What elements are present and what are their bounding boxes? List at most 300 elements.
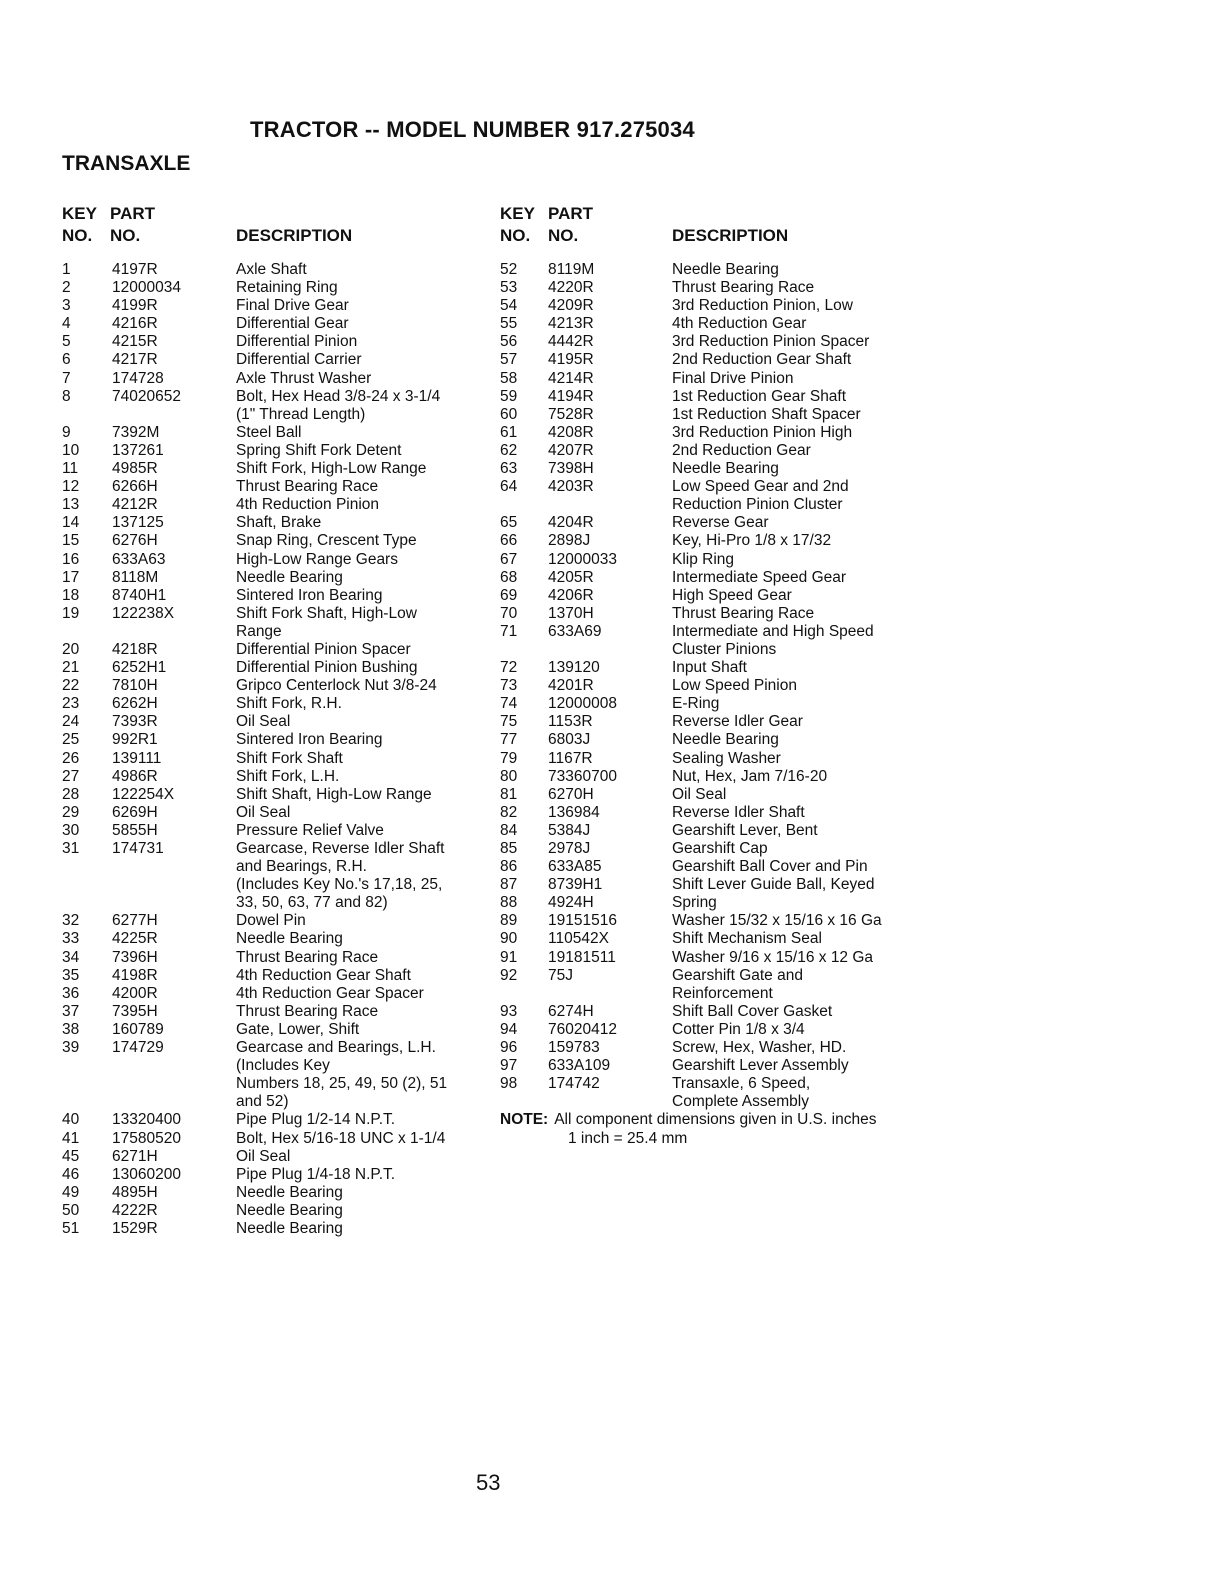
part-no: 110542X [548,930,609,948]
description: Thrust Bearing Race [672,279,815,297]
table-row [500,1075,920,1093]
key-no: 62 [500,441,518,459]
key-no [62,858,112,876]
description: Oil Seal [236,803,291,821]
key-no: 72 [500,659,518,677]
key-no: 84 [500,821,518,839]
description: (Includes Key No.'s 17,18, 25, [236,876,443,894]
description: Differential Pinion Bushing [236,659,418,677]
description: Washer 15/32 x 15/16 x 16 Ga [672,912,882,930]
key-no: 89 [500,912,518,930]
key-no: 1 [62,261,71,278]
table-row [500,750,920,768]
part-no: 4194R [548,387,594,405]
table-row [500,388,920,406]
description: Shift Fork Shaft [236,749,343,767]
part-no: 1370H [548,604,594,622]
table-row [62,1184,482,1202]
description: Bolt, Hex 5/16-18 UNC x 1-1/4 [236,1129,446,1147]
table-row [62,1148,482,1166]
table-row [500,333,920,351]
part-no: 633A69 [548,622,602,640]
description: 4th Reduction Gear Shaft [236,966,411,984]
table-row [500,569,920,587]
key-no: 97 [500,1057,518,1075]
part-no: 6803J [548,731,591,749]
part-no: 4924H [548,894,594,912]
key-no: 18 [62,586,80,604]
table-row [500,731,920,749]
description: Klip Ring [672,550,735,568]
description: Reinforcement [672,984,773,1002]
table-row [62,840,482,858]
table-row [62,641,482,659]
part-no: 4204R [548,514,594,532]
description: 3rd Reduction Pinion High [672,423,853,441]
key-no: 4 [62,315,71,333]
key-no: 12 [62,478,80,496]
description: Snap Ring, Crescent Type [236,532,417,550]
description: Needle Bearing [672,261,779,278]
header-description: DESCRIPTION [672,226,789,245]
description: Reverse Idler Shaft [672,803,805,821]
key-no: 82 [500,803,518,821]
part-no: 5855H [112,821,158,839]
part-no: 2978J [548,840,591,857]
key-no: 34 [62,948,80,966]
table-row [500,1039,920,1057]
part-no: 7810H [112,677,158,695]
key-no: 2 [62,279,71,297]
parts-table-right [500,204,920,1147]
description: Bolt, Hex Head 3/8-24 x 3-1/4 [236,387,441,405]
part-no: 7396H [112,948,158,966]
key-no: 52 [500,261,518,278]
key-no: 36 [62,984,80,1002]
description: Washer 9/16 x 15/16 x 12 Ga [672,948,874,966]
part-no: 4986R [112,767,158,785]
table-row [500,315,920,333]
key-no: 60 [500,405,518,423]
description: Input Shaft [672,659,747,677]
key-no: 32 [62,912,80,930]
description: 2nd Reduction Gear Shaft [672,351,852,369]
key-no: 6 [62,351,71,369]
parts-table-left [62,204,482,1237]
key-no: 73 [500,677,518,695]
description: Gearcase, Reverse Idler Shaft [236,840,445,857]
part-no: 75J [548,966,573,984]
key-no: 16 [62,550,80,568]
table-row [62,261,482,279]
key-no [500,1093,548,1111]
part-no: 174742 [548,1075,600,1093]
part-no: 13060200 [112,1165,181,1183]
header-key-no: NO. [500,226,531,245]
description: Sintered Iron Bearing [236,731,383,749]
part-no [548,1093,672,1111]
description: Final Drive Pinion [672,369,794,387]
part-no: 13320400 [112,1111,181,1129]
part-no: 7398H [548,460,594,478]
part-no: 4203R [548,478,594,496]
key-no [62,1057,112,1075]
key-no: 58 [500,369,518,387]
table-row [500,949,920,967]
key-no: 38 [62,1020,80,1038]
description: 33, 50, 63, 77 and 82) [236,894,388,912]
part-no: 4209R [548,297,594,315]
header-key: KEY [500,204,535,223]
key-no: 94 [500,1020,518,1038]
description: Needle Bearing [672,731,779,749]
table-row [62,279,482,297]
key-no: 79 [500,749,518,767]
description: Shift Fork, L.H. [236,767,340,785]
part-no: 4218R [112,640,158,658]
description: Range [236,622,282,640]
part-no: 5384J [548,821,591,839]
description: Final Drive Gear [236,297,349,315]
part-no: 4214R [548,369,594,387]
description: Gearshift Ball Cover and Pin [672,858,868,876]
table-row [500,659,920,677]
page-title: TRACTOR -- MODEL NUMBER 917.275034 [250,117,695,142]
table-row [500,1093,920,1111]
part-no: 4200R [112,984,158,1002]
key-no: 86 [500,858,518,876]
key-no: 31 [62,840,80,857]
part-no: 19151516 [548,912,617,930]
key-no: 69 [500,586,518,604]
table-row [500,1057,920,1075]
key-no: 39 [62,1039,80,1057]
table-row [62,532,482,550]
key-no: 77 [500,731,518,749]
key-no: 22 [62,677,80,695]
description: 1st Reduction Shaft Spacer [672,405,861,423]
description: Sealing Washer [672,749,781,767]
key-no: 53 [500,279,518,297]
part-no: 1529R [112,1219,158,1237]
description: Pressure Relief Valve [236,821,384,839]
part-no [112,876,236,894]
table-row [62,876,482,894]
table-row [62,822,482,840]
table-row [500,786,920,804]
table-row [500,641,920,659]
key-no: 50 [62,1201,80,1219]
table-row [500,442,920,460]
part-no [112,623,236,641]
key-no: 93 [500,1002,518,1020]
part-no: 122254X [112,785,175,803]
description: Cluster Pinions [672,640,777,658]
table-header-right [500,204,920,248]
description: High-Low Range Gears [236,550,398,568]
key-no [62,1093,112,1111]
key-no: 61 [500,423,518,441]
table-row [500,1021,920,1039]
parts-list-left [62,261,482,1238]
description: Gearshift Lever Assembly [672,1057,849,1075]
table-row [500,460,920,478]
description: Thrust Bearing Race [672,604,815,622]
key-no [62,894,112,912]
description: Needle Bearing [236,1201,343,1219]
part-no: 4985R [112,460,158,478]
key-no: 25 [62,731,80,749]
part-no [548,985,672,1003]
part-no: 4225R [112,930,158,948]
part-no [112,1057,236,1075]
header-description: DESCRIPTION [236,226,353,245]
description: Sintered Iron Bearing [236,586,383,604]
part-no: 12000008 [548,695,617,713]
key-no [500,496,548,514]
part-no: 633A63 [112,550,166,568]
part-no: 12000033 [548,550,617,568]
table-row [500,370,920,388]
key-no: 59 [500,387,518,405]
part-no [548,496,672,514]
description: 4th Reduction Pinion [236,496,380,514]
description: (1" Thread Length) [236,405,366,423]
part-no: 4895H [112,1183,158,1201]
description: Dowel Pin [236,912,306,930]
part-no: 6277H [112,912,158,930]
key-no: 98 [500,1075,518,1093]
description: Low Speed Gear and 2nd [672,478,849,496]
description: Reverse Idler Gear [672,713,803,731]
header-key-no: NO. [62,226,93,245]
part-no: 4442R [548,333,594,351]
key-no: 64 [500,478,518,496]
header-part: PART [110,204,156,223]
description: Complete Assembly [672,1093,809,1111]
key-no: 92 [500,966,518,984]
key-no: 67 [500,550,518,568]
description: Needle Bearing [672,460,779,478]
part-no: 4220R [548,279,594,297]
part-no: 1167R [548,749,593,767]
note-text: All component dimensions given in U.S. inches [554,1111,877,1129]
key-no: 14 [62,514,80,532]
part-no: 76020412 [548,1020,617,1038]
parts-list-right [500,261,920,1148]
part-no: 6252H1 [112,659,167,677]
key-no: 24 [62,713,80,731]
table-row [62,912,482,930]
part-no: 4215R [112,333,158,351]
part-no: 137261 [112,441,164,459]
part-no: 8740H1 [112,586,167,604]
description: Reverse Gear [672,514,769,532]
table-row [62,514,482,532]
part-no: 4213R [548,315,594,333]
key-no: 17 [62,568,80,586]
description: Screw, Hex, Washer, HD. [672,1039,847,1057]
note-label: NOTE: [500,1111,549,1129]
part-no: 4208R [548,423,594,441]
part-no: 7393R [112,713,158,731]
description: 3rd Reduction Pinion, Low [672,297,853,315]
part-no: 4199R [112,297,158,315]
table-row [62,406,482,424]
key-no: 56 [500,333,518,351]
table-row [62,949,482,967]
key-no: 49 [62,1183,80,1201]
key-no: 11 [62,460,79,478]
part-no: 4216R [112,315,158,333]
part-no: 139111 [112,749,162,767]
description: Axle Shaft [236,261,307,278]
description: and 52) [236,1093,289,1111]
key-no: 57 [500,351,518,369]
key-no: 26 [62,749,80,767]
key-no: 33 [62,930,80,948]
table-row [500,406,920,424]
part-no: 4207R [548,441,594,459]
key-no: 29 [62,803,80,821]
description: E-Ring [672,695,720,713]
table-row [62,623,482,641]
key-no: 40 [62,1111,80,1129]
key-no: 27 [62,767,80,785]
description: Needle Bearing [236,930,343,948]
key-no [500,985,548,1003]
key-no [500,641,548,659]
key-no: 8 [62,387,71,405]
key-no: 55 [500,315,518,333]
table-row [62,894,482,912]
key-no: 81 [500,785,518,803]
part-no: 633A85 [548,858,602,876]
table-row [500,551,920,569]
table-row [500,261,920,279]
description: Needle Bearing [236,1183,343,1201]
key-no: 91 [500,948,518,966]
part-no: 4201R [548,677,594,695]
table-row [62,985,482,1003]
part-no: 6271H [112,1147,158,1165]
table-row [500,713,920,731]
description: Differential Pinion [236,333,358,351]
part-no: 73360700 [548,767,617,785]
description: Gearshift Lever, Bent [672,821,818,839]
table-row [62,1130,482,1148]
description: Pipe Plug 1/2-14 N.P.T. [236,1111,396,1129]
table-row [500,967,920,985]
part-no: 4212R [112,496,158,514]
part-no: 174731 [112,840,164,857]
table-row [500,677,920,695]
description: Shift Ball Cover Gasket [672,1002,833,1020]
description: 2nd Reduction Gear [672,441,811,459]
key-no: 13 [62,496,80,514]
table-row [500,623,920,641]
table-row [62,1166,482,1184]
part-no: 6276H [112,532,158,550]
description: Thrust Bearing Race [236,948,379,966]
description: Spring [672,894,717,912]
table-row [62,804,482,822]
part-no: 4222R [112,1201,158,1219]
key-no: 45 [62,1147,80,1165]
table-row [62,1202,482,1220]
description: Shift Fork, R.H. [236,695,342,713]
table-row [500,514,920,532]
part-no: 174729 [112,1039,164,1057]
part-no: 12000034 [112,279,181,297]
part-no [112,1075,236,1093]
table-row [62,1021,482,1039]
table-row [500,822,920,840]
table-row [500,840,920,858]
part-no: 2898J [548,532,591,550]
part-no: 174728 [112,369,164,387]
table-row [62,333,482,351]
part-no: 8118M [112,568,159,586]
key-no: 37 [62,1002,80,1020]
part-no [112,894,236,912]
key-no: 68 [500,568,518,586]
description: 1st Reduction Gear Shaft [672,387,847,405]
part-no: 633A109 [548,1057,611,1075]
key-no: 90 [500,930,518,948]
part-no: 6266H [112,478,158,496]
description: Oil Seal [236,713,291,731]
table-row [62,731,482,749]
table-row [500,532,920,550]
table-row [500,351,920,369]
key-no [62,406,112,424]
table-row [62,1220,482,1238]
table-row [500,424,920,442]
key-no: 88 [500,894,518,912]
description: and Bearings, R.H. [236,858,367,876]
table-row [62,1075,482,1093]
key-no: 96 [500,1039,518,1057]
table-row [62,315,482,333]
key-no [62,1075,112,1093]
key-no: 28 [62,785,80,803]
table-row [500,478,920,496]
key-no: 9 [62,423,71,441]
key-no: 63 [500,460,518,478]
description: High Speed Gear [672,586,792,604]
table-row [500,297,920,315]
key-no: 15 [62,532,80,550]
part-no: 7395H [112,1002,158,1020]
table-row [500,894,920,912]
table-row [62,370,482,388]
table-row [62,587,482,605]
key-no: 23 [62,695,80,713]
key-no: 87 [500,876,518,894]
description: Gearcase and Bearings, L.H. [236,1039,436,1057]
key-no: 7 [62,369,71,387]
key-no: 10 [62,441,80,459]
key-no: 19 [62,604,80,622]
table-row [62,930,482,948]
table-row [500,695,920,713]
part-no: 1153R [548,713,593,731]
table-row [62,478,482,496]
description: Retaining Ring [236,279,338,297]
section-title: TRANSAXLE [62,152,191,175]
table-row [500,804,920,822]
